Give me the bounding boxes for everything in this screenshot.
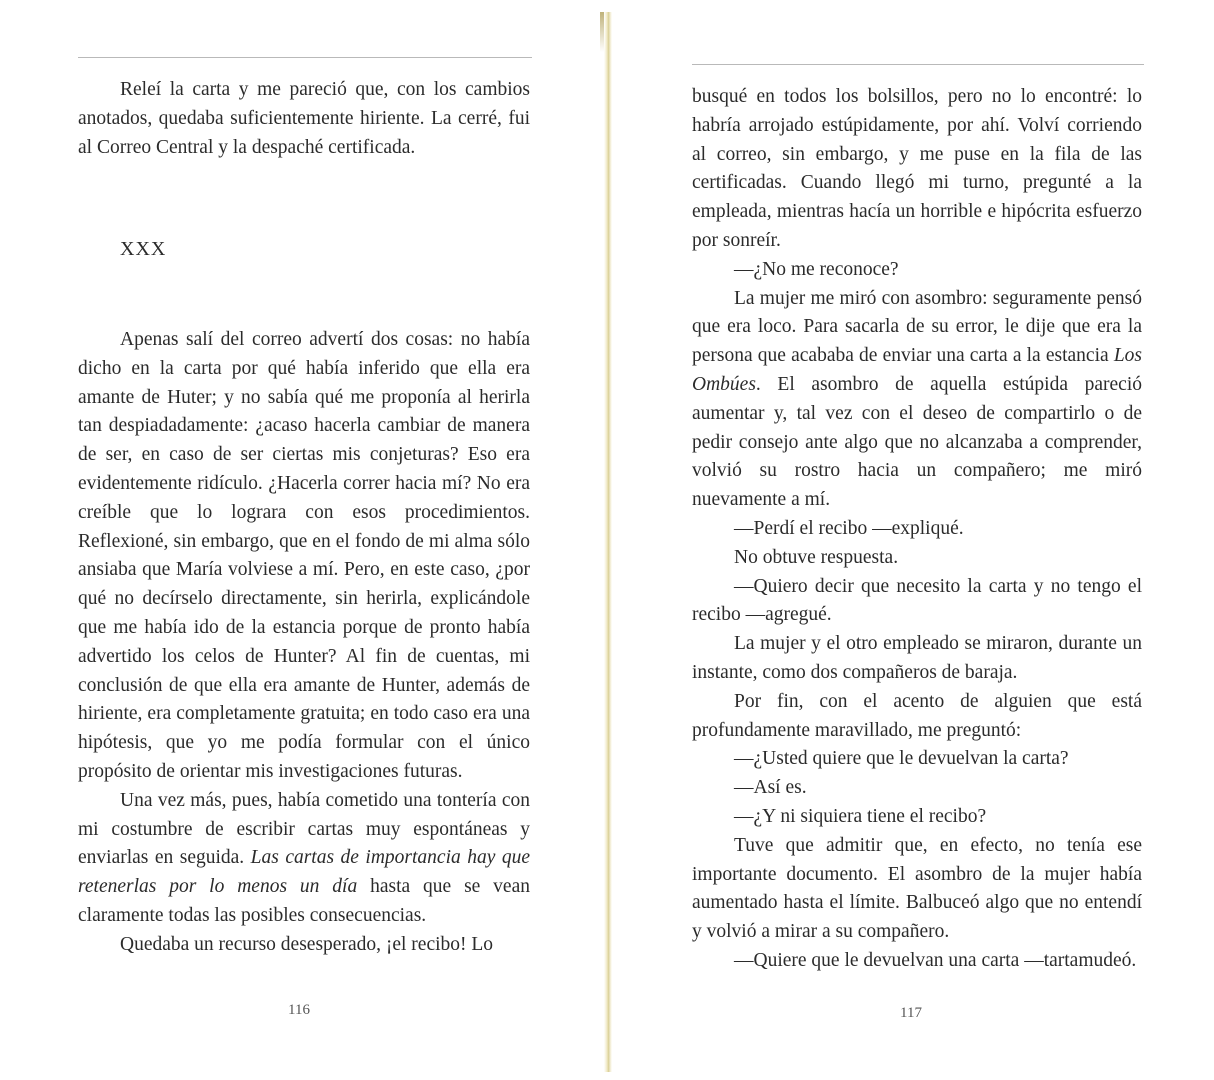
paragraph-text: hasta que se vean claramente todas las posibles consecuencias.: [78, 876, 530, 926]
dialogue-line: —Quiere que le devuelvan una carta —tartamudeó.: [734, 949, 1137, 971]
dialogue-line: —Quiero decir que necesito la carta y no tengo el recibo —agregué.: [692, 575, 1142, 626]
dialogue-line: —Perdí el recibo —expliqué.: [734, 517, 964, 539]
paragraph: [78, 787, 530, 931]
paragraph: busqué en todos los bolsillos, pero no lo encontré: lo habría arrojado estúpidamente, por ahí. Volví corriendo al correo, sin embargo, y me puse en la fila de las certificadas. Cuando llegó mi turno, pregunté a la empleada, mientras hacía un horrible e hipócrita esfuerzo por sonreír.: [692, 86, 1142, 251]
right-page-header-rule: [692, 64, 1144, 65]
paragraph: Tuve que admitir que, en efecto, no tenía ese importante documento. El asombro de la mujer había aumentado hasta el límite. Balbuceó algo que no entendí y volvió a mirar a su compañero.: [692, 834, 1142, 943]
right-page-body: [692, 83, 1142, 976]
page-number-right: 117: [900, 1005, 922, 1021]
paragraph: La mujer y el otro empleado se miraron, durante un instante, como dos compañeros de baraja.: [692, 633, 1142, 683]
paragraph: Quedaba un recurso desesperado, ¡el recibo! Lo: [120, 933, 494, 955]
paragraph-text: . El asombro de aquella estúpida pareció aumentar y, tal vez con el deseo de compartirlo o de pedir consejo ante algo que no alcanzaba a comprender, volvió su rostro hacia un compañero; me miró nuevamente a mí.: [692, 373, 1142, 511]
paragraph-text: La mujer me miró con asombro: seguramente pensó que era loco. Para sacarla de su error, le dije que era la persona que acababa de enviar una carta a la estancia: [692, 287, 1142, 367]
emphasized-text: Las cartas de importancia hay que retenerlas por lo menos un día: [78, 847, 530, 898]
book-gutter: [604, 12, 612, 1072]
dialogue-line: —¿Usted quiere que le devuelvan la carta?: [734, 748, 1069, 770]
left-page-header-rule: [78, 57, 532, 58]
chapter-heading: XXX: [120, 238, 167, 260]
page-number-left: 116: [288, 1002, 310, 1018]
dialogue-line: —¿Y ni siquiera tiene el recibo?: [734, 805, 987, 827]
left-page-top-paragraph: [78, 76, 530, 162]
paragraph: [692, 285, 1142, 515]
dialogue-line: —¿No me reconoce?: [734, 258, 899, 280]
paragraph: No obtuve respuesta.: [734, 546, 899, 568]
paragraph: Releí la carta y me pareció que, con los cambios anotados, quedaba suficientemente hiriente. La cerré, fui al Correo Central y la despaché certificada.: [78, 79, 530, 158]
dialogue-line: —Así es.: [734, 777, 807, 799]
paragraph-text: Una vez más, pues, había cometido una tontería con mi costumbre de escribir cartas muy espontáneas y enviarlas en seguida.: [78, 789, 530, 869]
paragraph: Apenas salí del correo advertí dos cosas: no había dicho en la carta por qué había inferido que ella era amante de Huter; y no sabía qué me proponía al herirla tan despiadadamente: ¿acaso hacerla cambiar de manera de ser, en caso de ser ciertas mis conjeturas? Eso era evidentemente ridículo. ¿Hacerla correr hacia mí? No era creíble que lo lograra con esos procedimientos. Reflexioné, sin embargo, que en el fondo de mi alma sólo ansiaba que María volviese a mí. Pero, en este caso, ¿por qué no decírselo directamente, sin herirla, explicándole que me había ido de la estancia porque de pronto había advertido los celos de Hunter? Al fin de cuentas, mi conclusión de que ella era amante de Hunter, además de hiriente, era completamente gratuita; en todo caso era una hipótesis, que yo me podía formular con el único propósito de orientar mis investigaciones futuras.: [78, 329, 530, 782]
left-page-body: [78, 326, 530, 960]
paragraph: Por fin, con el acento de alguien que está profundamente maravillado, me preguntó:: [692, 690, 1142, 741]
emphasized-text: Los Ombúes: [692, 345, 1142, 395]
